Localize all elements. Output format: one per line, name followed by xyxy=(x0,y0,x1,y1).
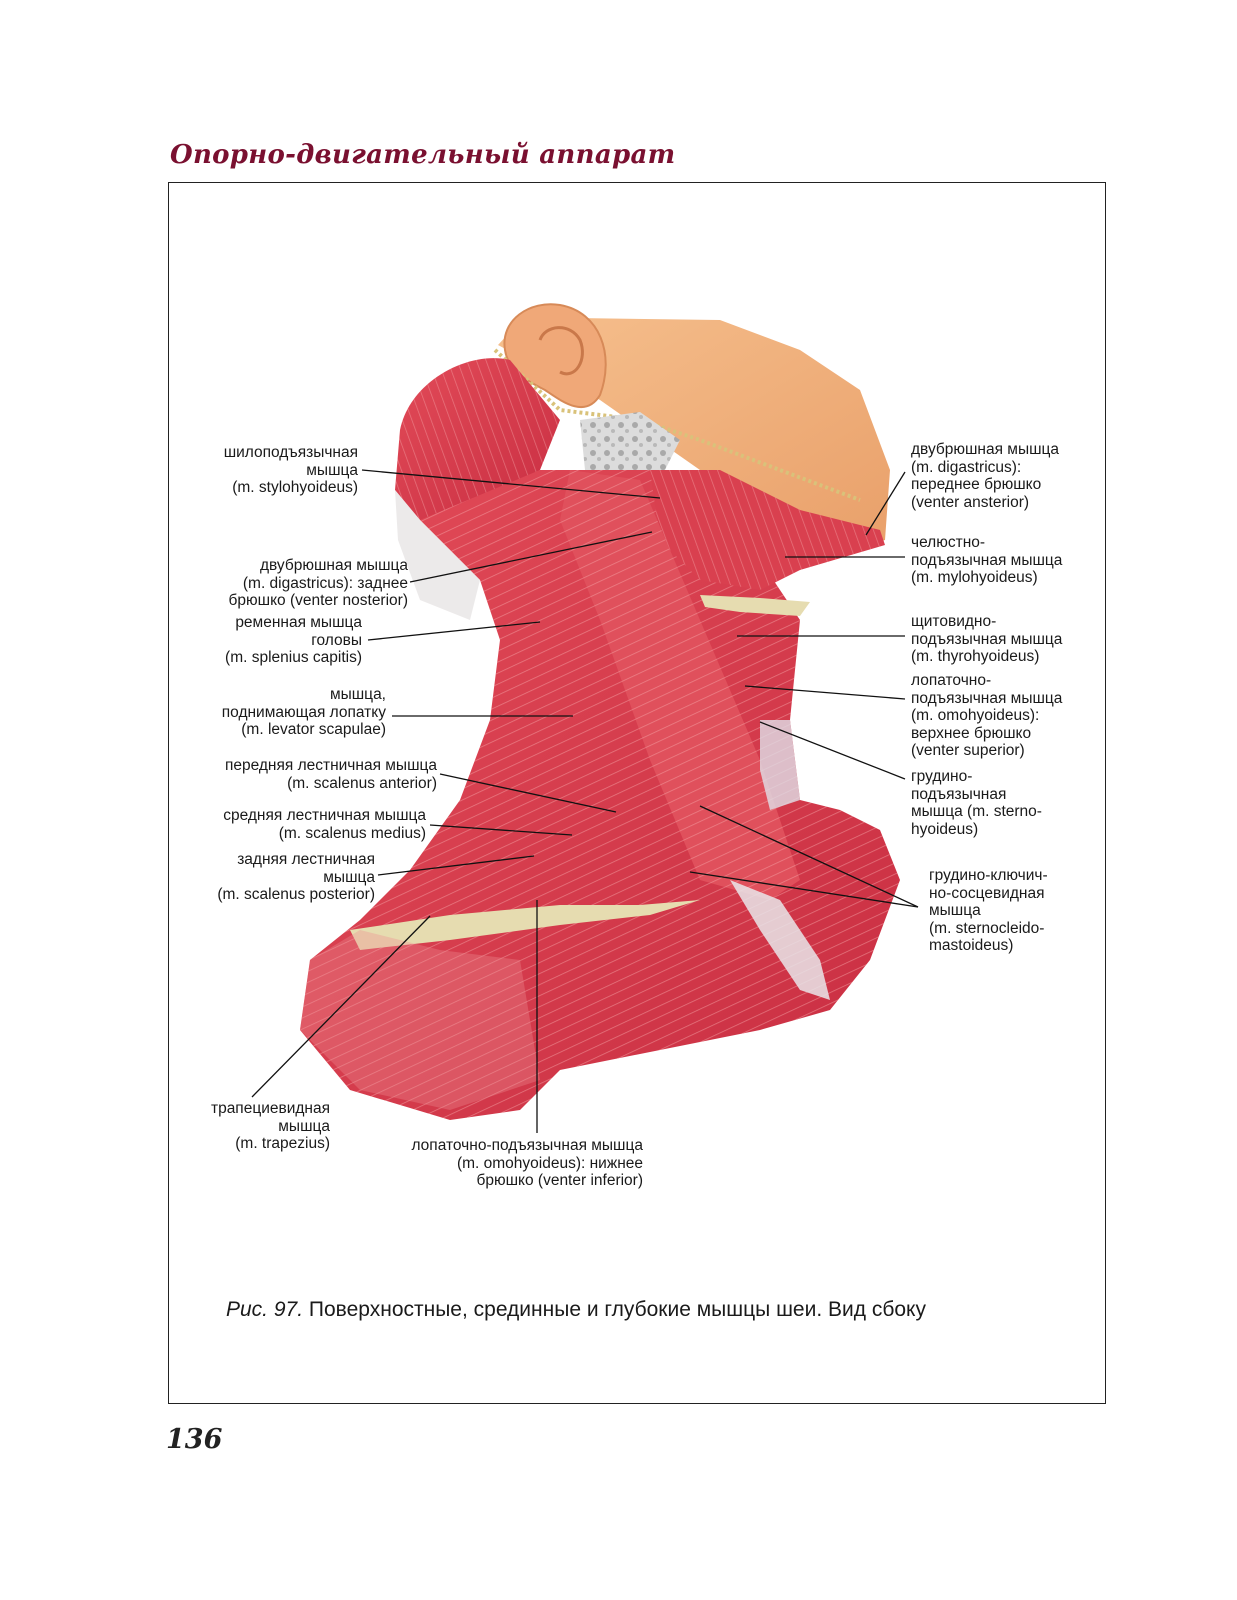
figure-number: Рис. 97. xyxy=(226,1298,304,1321)
label-digastric-posterior: двубрюшная мышца (m. digastricus): заднее брюшко (venter nosterior) xyxy=(228,557,408,609)
figure-caption-text: Поверхностные, срединные и глубокие мышцы шеи. Вид сбоку xyxy=(308,1298,926,1321)
page-number: 136 xyxy=(166,1424,223,1455)
label-trapezius: трапециевидная мышца (m. trapezius) xyxy=(210,1100,330,1152)
label-digastric-anterior: двубрюшная мышца (m. digastricus): переднее брюшко (venter ansterior) xyxy=(911,441,1060,511)
label-scalenus-posterior: задняя лестничная мышца (m. scalenus posterior) xyxy=(217,851,375,903)
label-thyrohyoid: щитовидно- подъязычная мышца (m. thyrohyoideus) xyxy=(911,613,1063,665)
chapter-title: Опорно-двигательный аппарат xyxy=(170,140,676,170)
label-sternohyoid: грудино- подъязычная мышца (m. sterno- hyoideus) xyxy=(911,768,1042,838)
figure-caption xyxy=(226,1298,926,1322)
label-omohyoid-inferior: лопаточно-подъязычная мышца (m. omohyoideus): нижнее брюшко (venter inferior) xyxy=(411,1137,643,1189)
label-omohyoid-superior: лопаточно- подъязычная мышца (m. omohyoideus): верхнее брюшко (venter superior) xyxy=(911,672,1063,759)
label-sternocleidomastoid: грудино-ключич- но-сосцевидная мышца (m. sternocleido- mastoideus) xyxy=(929,867,1048,954)
label-scalenus-medius: средняя лестничная мышца (m. scalenus medius) xyxy=(223,807,426,842)
label-mylohyoid: челюстно- подъязычная мышца (m. mylohyoideus) xyxy=(911,534,1063,586)
label-splenius: ременная мышца головы (m. splenius capitis) xyxy=(225,614,362,666)
label-stylohyoid: шилоподъязычная мышца (m. stylohyoideus) xyxy=(223,444,358,496)
label-scalenus-anterior: передняя лестничная мышца (m. scalenus anterior) xyxy=(224,757,437,792)
label-levator: мышца, поднимающая лопатку (m. levator scapulae) xyxy=(221,686,386,738)
